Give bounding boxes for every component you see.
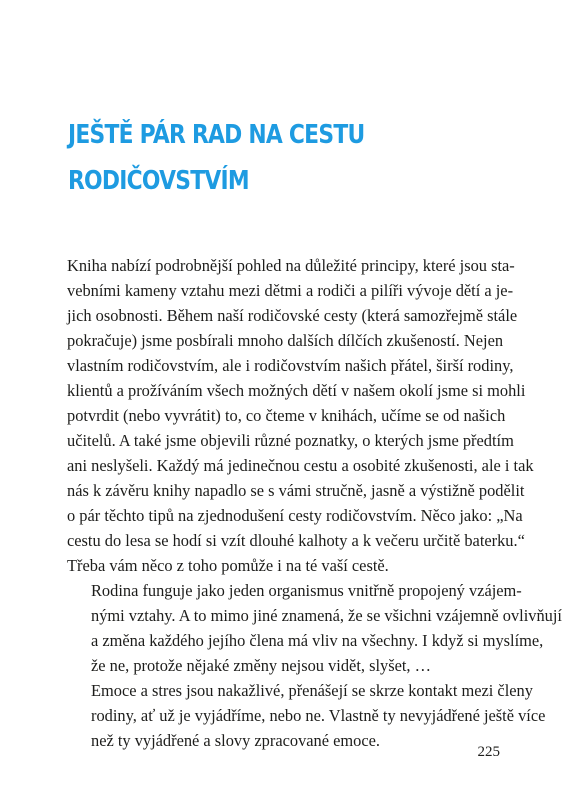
text-line: o pár těchto tipů na zjednodušení cesty rodičovstvím. Něco jako: „Na xyxy=(67,506,523,525)
chapter-heading-line-1: JEŠTĚ PÁR RAD NA CESTU xyxy=(68,120,365,150)
text-line: ani neslyšeli. Každý má jedinečnou cestu a osobité zkušenosti, ale i tak xyxy=(67,456,534,475)
text-line: Třeba vám něco z toho pomůže i na té vaší cestě. xyxy=(67,556,389,575)
chapter-heading xyxy=(68,112,429,204)
text-line: že ne, protože nějaké změny nejsou vidět, slyšet, … xyxy=(91,656,431,675)
text-line: jich osobnosti. Během naší rodičovské cesty (která samozřejmě stále xyxy=(67,306,518,325)
body-text xyxy=(67,253,562,753)
text-line: Kniha nabízí podrobnější pohled na důležité principy, které jsou sta- xyxy=(67,256,515,275)
text-line: pokračuje) jsme posbírali mnoho dalších dílčích zkušeností. Nejen xyxy=(67,331,504,350)
text-line: nými vztahy. A to mimo jiné znamená, že se všichni vzájemně ovlivňují xyxy=(91,606,562,625)
text-line: než ty vyjádřené a slovy zpracované emoce. xyxy=(91,731,380,750)
text-line: učitelů. A také jsme objevili různé poznatky, o kterých jsme předtím xyxy=(67,431,514,450)
text-line: cestu do lesa se hodí si vzít dlouhé kalhoty a k večeru určitě baterku.“ xyxy=(67,531,525,550)
text-line: Emoce a stres jsou nakažlivé, přenášejí se skrze kontakt mezi členy xyxy=(91,681,533,700)
text-line: a změna každého jejího člena má vliv na všechny. I když si myslíme, xyxy=(91,631,544,650)
text-line: rodiny, ať už je vyjádříme, nebo ne. Vlastně ty nevyjádřené ještě více xyxy=(91,706,546,725)
text-line: klientů a prožíváním všech možných dětí v našem okolí jsme si mohli xyxy=(67,381,526,400)
paragraph xyxy=(67,253,534,578)
paragraph xyxy=(67,678,546,753)
text-line: Rodina funguje jako jeden organismus vnitřně propojený vzájem- xyxy=(91,581,522,600)
text-line: potvrdit (nebo vyvrátit) to, co čteme v knihách, učíme se od našich xyxy=(67,406,506,425)
paragraph xyxy=(67,578,562,678)
text-line: vebními kameny vztahu mezi dětmi a rodiči a pilíři vývoje dětí a je- xyxy=(67,281,514,300)
text-line: vlastním rodičovstvím, ale i rodičovstvím našich přátel, širší rodiny, xyxy=(67,356,514,375)
text-line: nás k závěru knihy napadlo se s vámi stručně, jasně a výstižně podělit xyxy=(67,481,525,500)
chapter-heading-line-2: RODIČOVSTVÍM xyxy=(68,166,249,196)
page-number: 225 xyxy=(477,744,500,760)
